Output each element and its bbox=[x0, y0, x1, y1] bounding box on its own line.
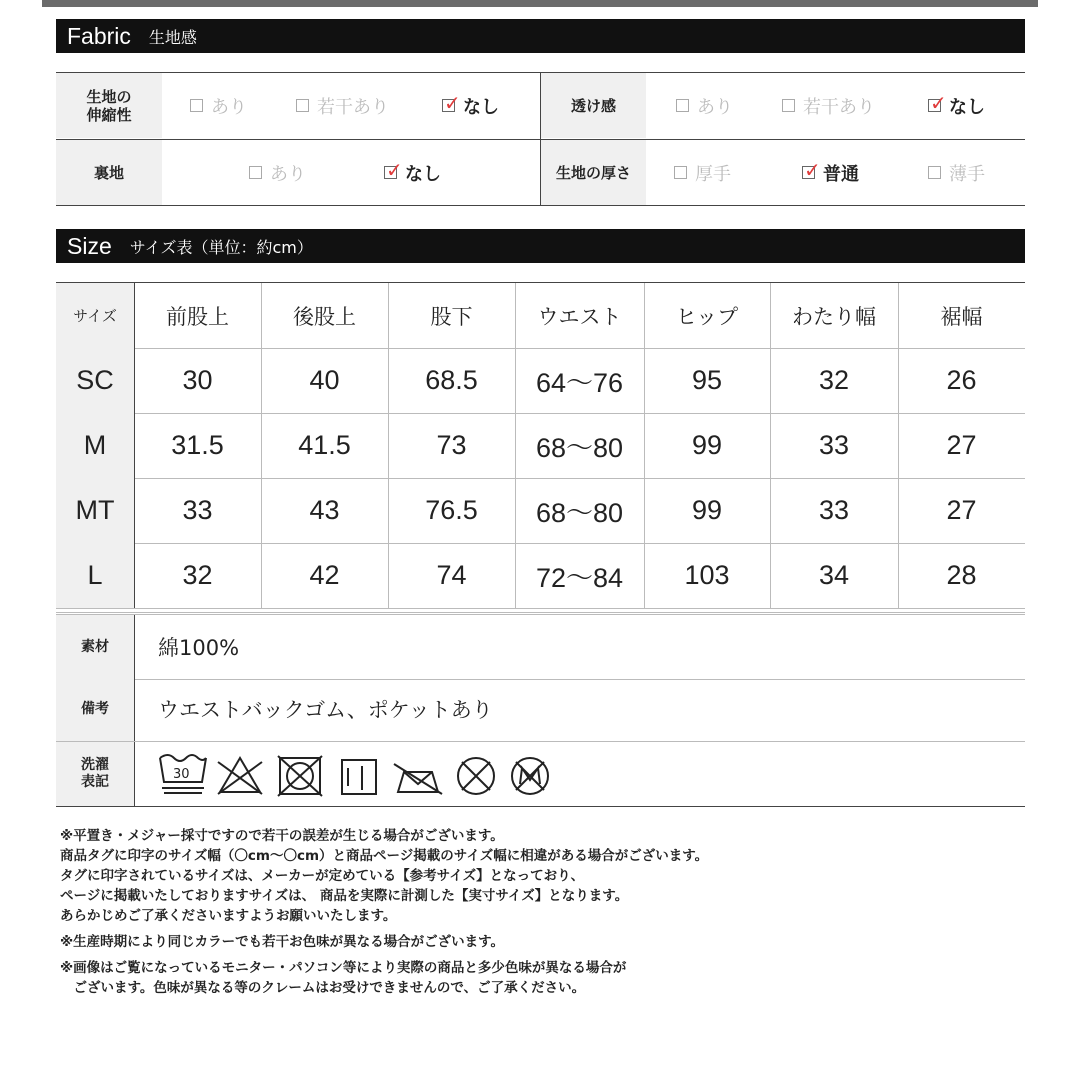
size-value-cell: 32 bbox=[818, 365, 850, 395]
size-row bbox=[56, 478, 1025, 544]
size-value-cell: 68.5 bbox=[425, 365, 478, 395]
note-line: あらかじめご了承くださいますようお願いいたします。 bbox=[60, 908, 397, 924]
thickness-option: 薄手 bbox=[928, 140, 985, 205]
remarks-label: 備考 bbox=[56, 677, 134, 741]
sheerness-option: 若干あり bbox=[782, 73, 875, 138]
note-line: ※平置き・メジャー採寸ですので若干の誤差が生じる場合がございます。 bbox=[60, 828, 504, 844]
size-header-cell: 前股上 bbox=[166, 304, 229, 329]
top-strip bbox=[42, 0, 1038, 7]
size-label-cell: M bbox=[56, 413, 134, 478]
size-value-cell: 26 bbox=[946, 365, 977, 395]
size-title-jp: サイズ表（単位：約cm） bbox=[129, 237, 313, 257]
note-line: ページに掲載いたしておりますサイズは、 商品を実際に計測した【実寸サイズ】となります。 bbox=[60, 888, 629, 904]
size-value-cell: 34 bbox=[818, 560, 850, 590]
size-value-cell: 99 bbox=[691, 495, 723, 525]
size-value-cell: 64〜76 bbox=[535, 368, 624, 398]
size-header-cell: ウエスト bbox=[537, 304, 622, 329]
size-value-cell: 30 bbox=[182, 365, 213, 395]
size-label-cell: L bbox=[56, 543, 134, 608]
size-header-row bbox=[56, 283, 1025, 349]
lining-option-checked: ✓ なし bbox=[386, 158, 441, 185]
size-header-cell: 後股上 bbox=[293, 304, 356, 329]
size-row bbox=[56, 543, 1025, 609]
size-value-cell: 95 bbox=[691, 365, 723, 395]
size-value-cell: 68〜80 bbox=[535, 498, 624, 528]
fabric-row bbox=[56, 73, 1025, 138]
size-table bbox=[56, 282, 1025, 790]
size-value-cell: 40 bbox=[309, 365, 340, 395]
checkbox-icon bbox=[190, 99, 203, 112]
size-value-cell: 73 bbox=[436, 430, 467, 460]
note-line: ございます。色味が異なる等のクレームはお受けできませんので、ご了承ください。 bbox=[60, 980, 586, 996]
size-value-cell: 32 bbox=[182, 560, 213, 590]
size-header-cell: サイズ bbox=[56, 283, 134, 348]
line-dry-icon bbox=[342, 760, 376, 794]
size-value-cell: 99 bbox=[691, 430, 723, 460]
material-value: 綿100% bbox=[158, 636, 240, 660]
size-value-cell: 27 bbox=[946, 430, 977, 460]
care-icons bbox=[158, 752, 578, 798]
sheerness-option-checked: ✓ なし bbox=[930, 91, 985, 118]
remarks-row bbox=[56, 677, 1025, 742]
stretch-label: 生地の 伸縮性 bbox=[56, 73, 162, 138]
size-value-cell: 42 bbox=[309, 560, 340, 590]
size-value-cell: 74 bbox=[436, 560, 467, 590]
thickness-option-checked: ✓ 普通 bbox=[804, 158, 859, 185]
size-value-cell: 28 bbox=[946, 560, 977, 590]
size-value-cell: 33 bbox=[182, 495, 213, 525]
size-value-cell: 72〜84 bbox=[535, 563, 624, 593]
care-label: 洗濯 表記 bbox=[56, 742, 134, 806]
note-line: ※画像はご覧になっているモニター・パソコン等により実際の商品と多少色味が異なる場合が bbox=[60, 960, 627, 976]
sheerness-option: あり bbox=[676, 73, 733, 138]
checked-checkbox-icon: ✓ bbox=[444, 91, 461, 115]
material-label: 素材 bbox=[56, 615, 134, 679]
stretch-option-checked: ✓ なし bbox=[444, 91, 499, 118]
size-header-cell: 股下 bbox=[430, 304, 473, 329]
no-wet-clean-icon bbox=[512, 758, 548, 794]
material-row bbox=[56, 612, 1025, 680]
size-value-cell: 43 bbox=[309, 495, 340, 525]
remarks-value: ウエストバックゴム、ポケットあり bbox=[158, 698, 493, 722]
size-row bbox=[56, 413, 1025, 479]
size-title-en: Size bbox=[67, 232, 112, 259]
sheerness-label: 透け感 bbox=[541, 73, 646, 138]
note-line: タグに印字されているサイズは、メーカーが定めている【参考サイズ】となっており、 bbox=[60, 868, 585, 884]
lining-option: あり bbox=[249, 140, 306, 205]
size-value-cell: 41.5 bbox=[298, 430, 351, 460]
fabric-section-header bbox=[56, 19, 1025, 53]
size-header-cell: 裾幅 bbox=[940, 304, 983, 329]
size-label-cell: MT bbox=[56, 478, 134, 543]
lining-label: 裏地 bbox=[56, 140, 162, 205]
checkbox-icon bbox=[782, 99, 795, 112]
checkbox-icon bbox=[296, 99, 309, 112]
stretch-option: 若干あり bbox=[296, 73, 389, 138]
notes bbox=[60, 826, 708, 998]
no-iron-icon bbox=[394, 764, 442, 794]
size-value-cell: 33 bbox=[818, 495, 850, 525]
checked-checkbox-icon: ✓ bbox=[930, 91, 947, 115]
size-value-cell: 103 bbox=[684, 560, 730, 590]
fabric-title-en: Fabric bbox=[67, 22, 131, 49]
note-line: ※生産時期により同じカラーでも若干お色味が異なる場合がございます。 bbox=[60, 934, 505, 950]
fabric-table bbox=[56, 72, 1025, 206]
checkbox-icon bbox=[249, 166, 262, 179]
care-row bbox=[56, 742, 1025, 807]
wash-30-icon bbox=[160, 755, 206, 793]
checked-checkbox-icon: ✓ bbox=[386, 158, 403, 182]
checked-checkbox-icon: ✓ bbox=[804, 158, 821, 182]
no-tumble-dry-icon bbox=[278, 756, 322, 796]
size-value-cell: 68〜80 bbox=[535, 433, 624, 463]
size-section-header bbox=[56, 229, 1025, 263]
size-header-cell: ヒップ bbox=[675, 304, 739, 329]
no-dry-clean-icon bbox=[458, 758, 494, 794]
stretch-option: あり bbox=[190, 73, 247, 138]
thickness-option: 厚手 bbox=[674, 140, 731, 205]
size-label-cell: SC bbox=[56, 348, 134, 413]
fabric-title-jp: 生地感 bbox=[148, 27, 197, 47]
thickness-label: 生地の厚さ bbox=[541, 140, 646, 205]
checkbox-icon bbox=[674, 166, 687, 179]
size-row bbox=[56, 348, 1025, 414]
no-bleach-icon bbox=[218, 758, 262, 794]
checkbox-icon bbox=[928, 166, 941, 179]
svg-text:30: 30 bbox=[173, 767, 190, 782]
size-value-cell: 31.5 bbox=[171, 430, 224, 460]
fabric-row bbox=[56, 139, 1025, 205]
note-line: 商品タグに印字のサイズ幅（〇cm〜〇cm）と商品ページ掲載のサイズ幅に相違がある場合がございます。 bbox=[60, 848, 709, 864]
size-value-cell: 27 bbox=[946, 495, 977, 525]
size-value-cell: 76.5 bbox=[425, 495, 478, 525]
size-value-cell: 33 bbox=[818, 430, 850, 460]
size-header-cell: わたり幅 bbox=[792, 304, 876, 329]
checkbox-icon bbox=[676, 99, 689, 112]
